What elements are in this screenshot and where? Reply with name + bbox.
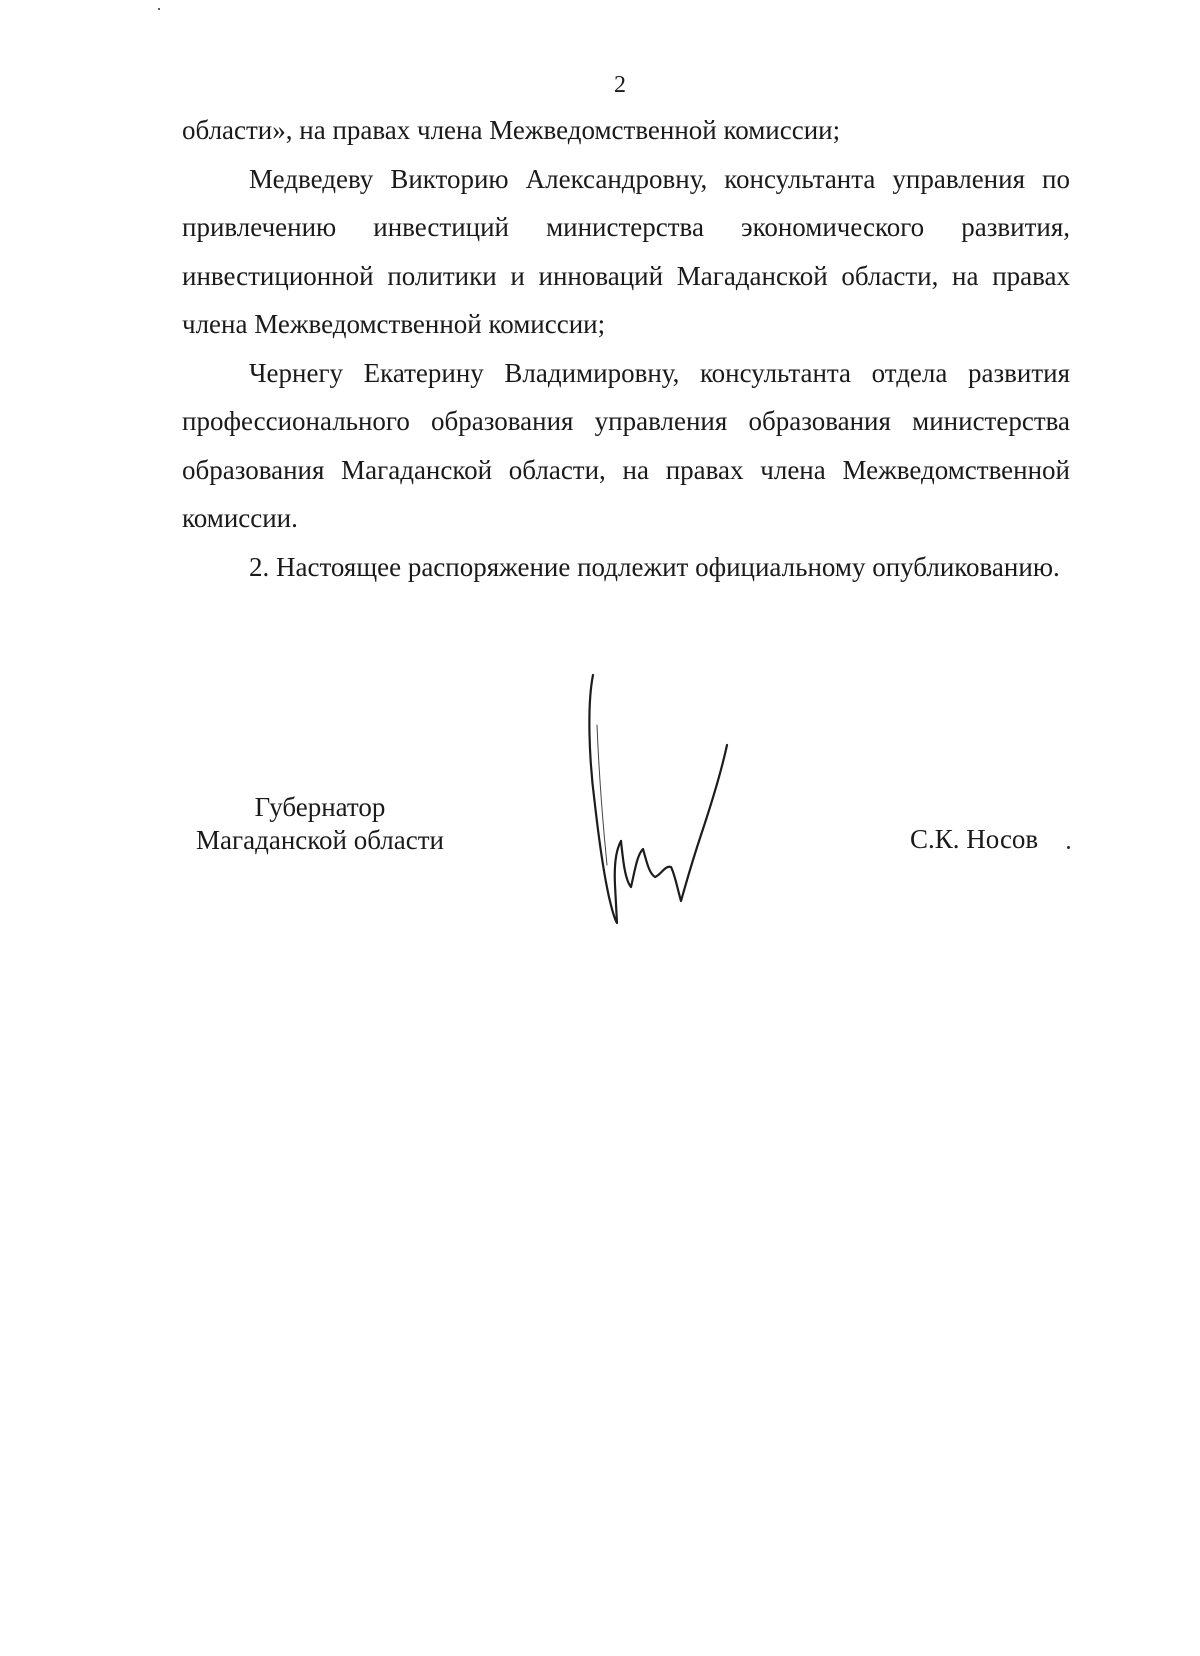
page-number: 2 [614,72,626,98]
signatory-title [170,791,470,857]
scan-speck [158,8,160,10]
paragraph-clause-2: 2. Настоящее распоряжение подлежит официальному опубликованию. [249,551,1060,582]
paragraph-continuation: области», на правах члена Межведомственной комиссии; [182,115,841,145]
paragraph-medvedeva: Медведеву Викторию Александровну, консультанта управления по привлечению инвестиций министерства экономического развития, инвестиционной политики и инноваций Магаданской области, на правах члена Межведомственной комиссии; [182,163,1070,339]
signatory-title-line-1: Губернатор [254,792,386,822]
handwritten-signature [585,665,775,925]
document-body [182,106,1070,591]
scan-speck [1067,846,1070,849]
paragraph-chernega: Чернегу Екатерину Владимировну, консультанта отдела развития профессионального образования управления образования министерства образования Магаданской области, на правах члена Межведомственной комиссии. [182,357,1070,533]
signatory-title-line-2: Магаданской области [196,825,444,855]
signatory-name: С.К. Носов [910,824,1039,854]
